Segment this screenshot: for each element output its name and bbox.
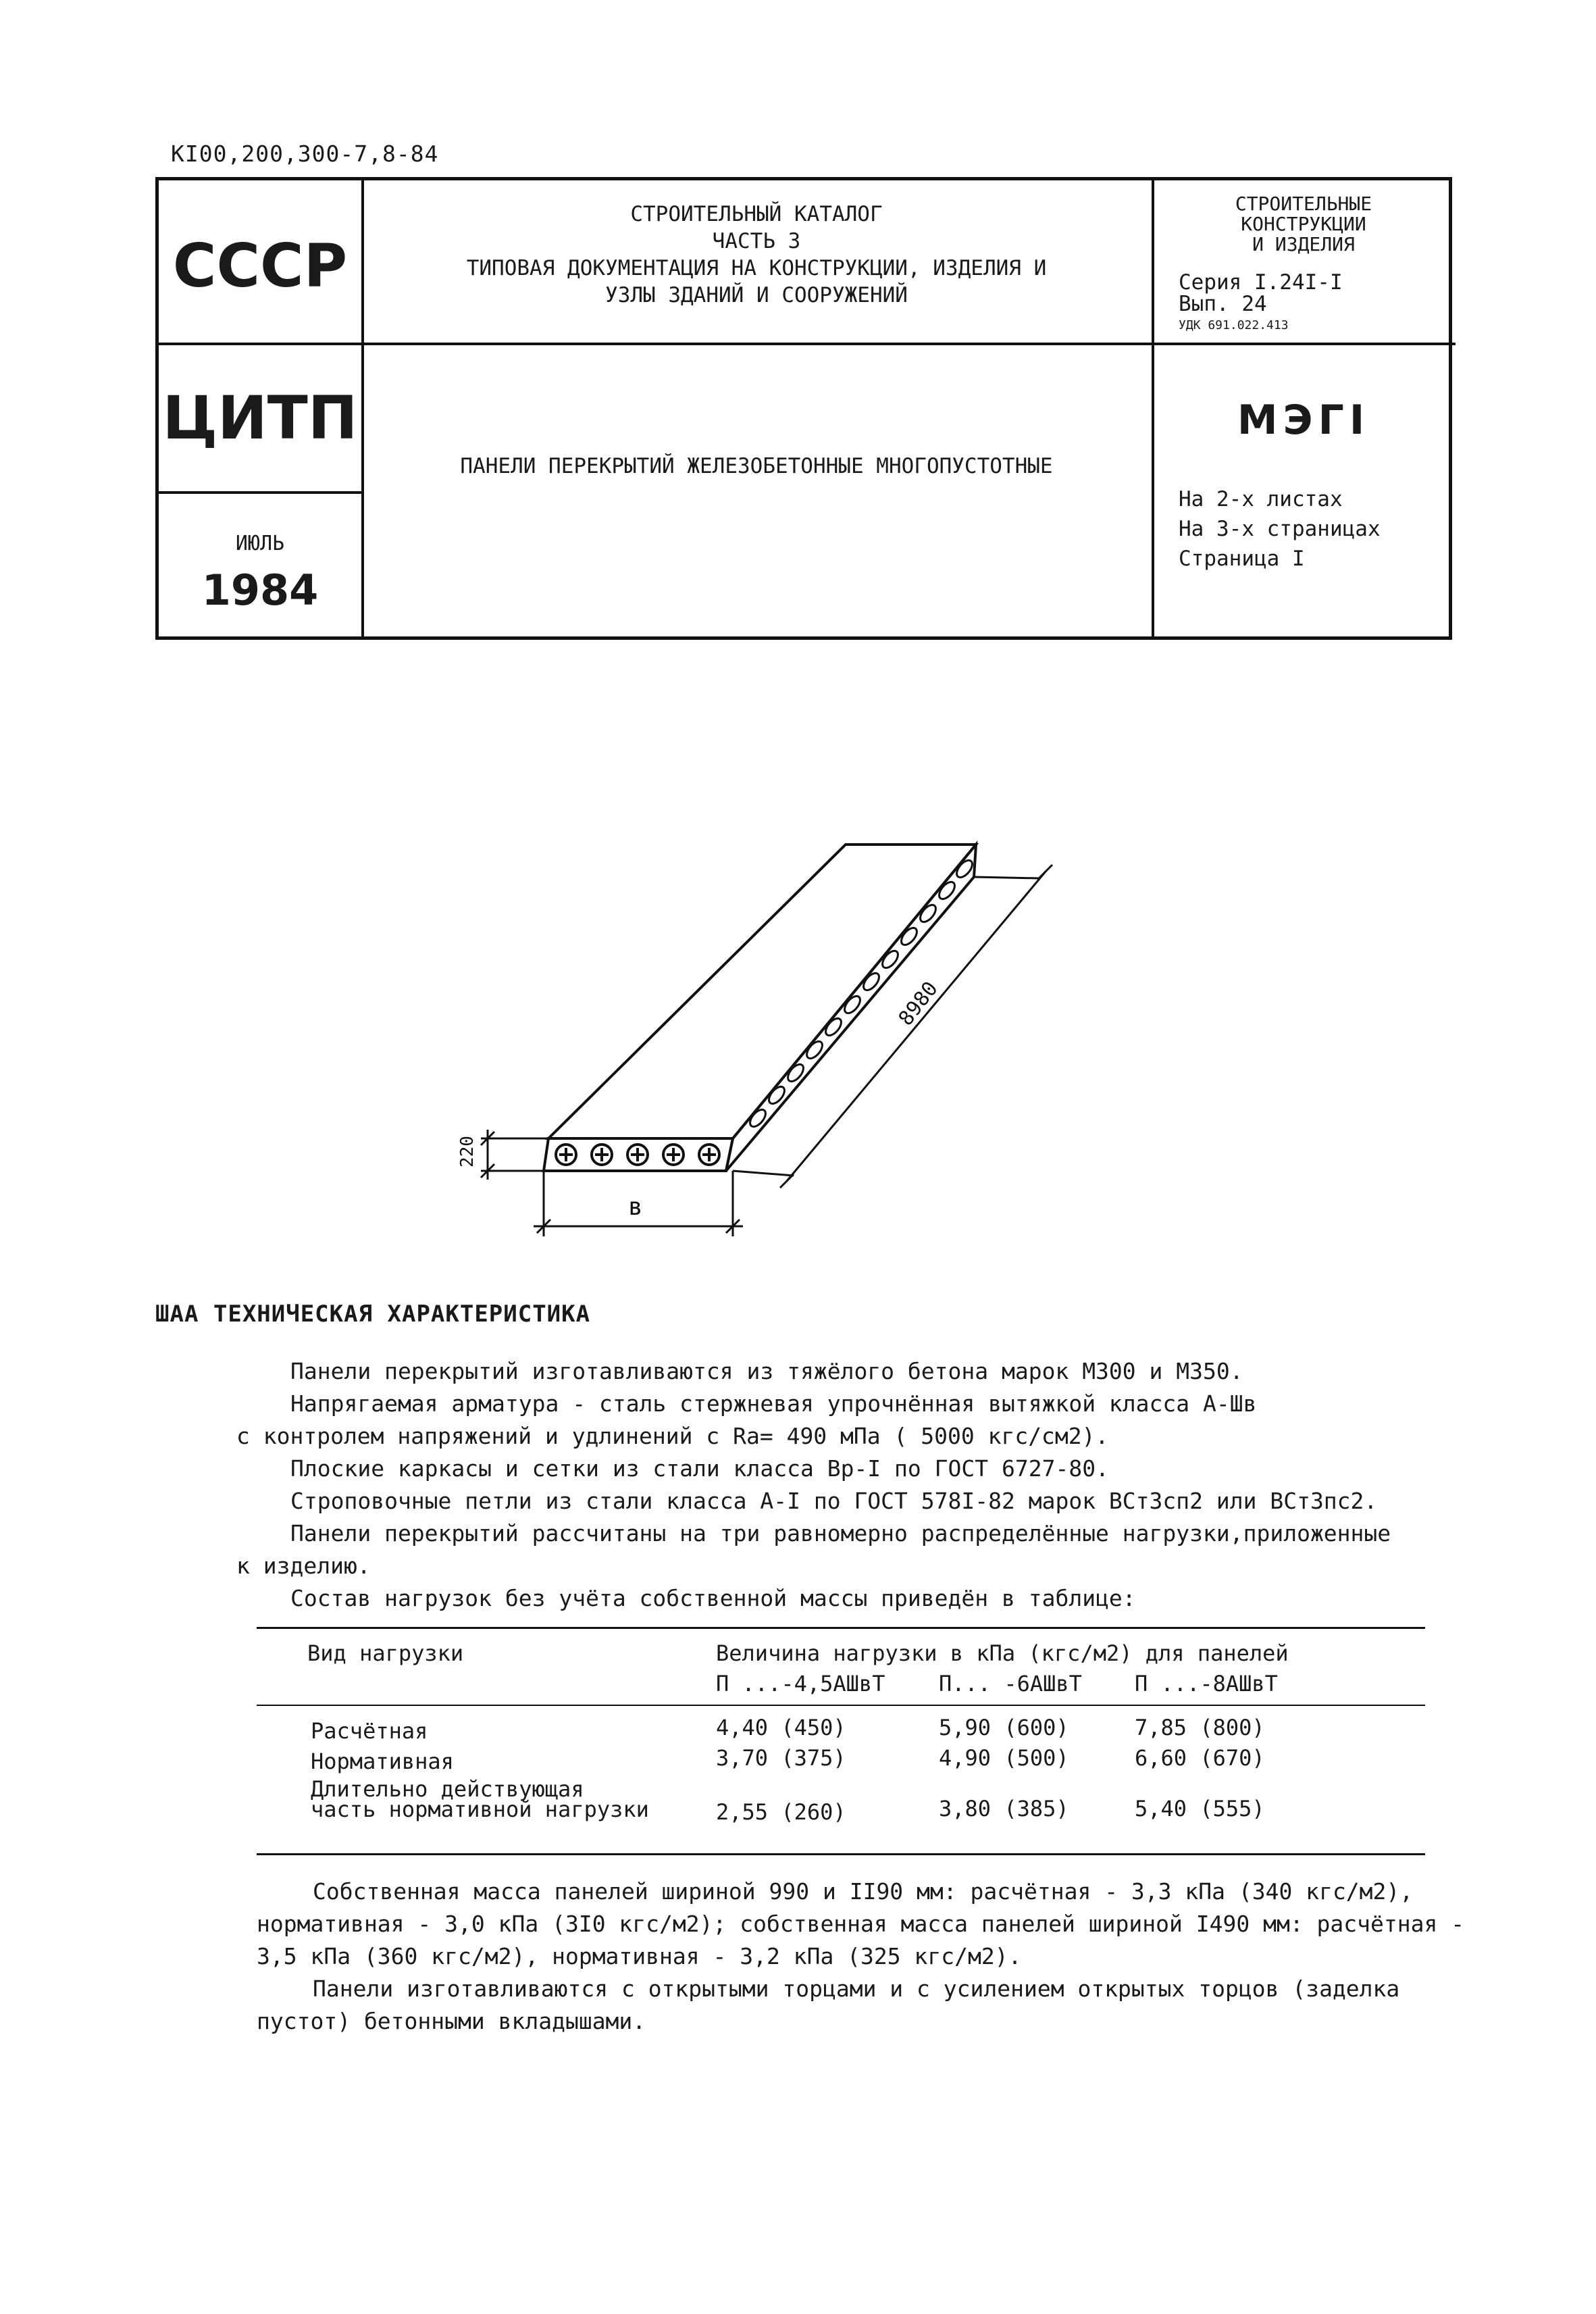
- length-dimension: 8980: [894, 977, 943, 1030]
- note: Панели изготавливаются с открытыми торцами и с усилением открытых торцов (заделка: [313, 1976, 1400, 2002]
- height-dimension: 220: [457, 1136, 478, 1167]
- note: пустот) бетонными вкладышами.: [257, 2008, 646, 2034]
- dimension-lines: [481, 865, 1052, 1236]
- width-dimension: в: [628, 1193, 643, 1221]
- table-subheader: П ...-4,5АШвТ: [716, 1671, 885, 1696]
- org-name: ЦИТП: [162, 383, 358, 453]
- table-group-header: Величина нагрузки в кПа (кгс/м2) для панелей: [716, 1640, 1289, 1666]
- note: 3,5 кПа (360 кгс/м2), нормативная - 3,2 кПа (325 кгс/м2).: [257, 1943, 1022, 1969]
- panel-top-face: [548, 845, 976, 1138]
- section-title: ШАА ТЕХНИЧЕСКАЯ ХАРАКТЕРИСТИКА: [155, 1301, 591, 1328]
- sheet-info: На 2-х листах На 3-х страницах Страница I: [1179, 487, 1381, 571]
- paragraph: к изделию.: [236, 1553, 371, 1579]
- paragraph: Напрягаемая арматура - сталь стержневая упрочнённая вытяжкой класса А-Шв: [290, 1390, 1257, 1417]
- table-subheader: П... -6АШвТ: [939, 1671, 1082, 1696]
- note: нормативная - 3,0 кПа (3I0 кгс/м2); собственная масса панелей шириной I490 мм: расчётная -: [257, 1911, 1465, 1937]
- table-subheader: П ...-8АШвТ: [1135, 1671, 1278, 1696]
- paragraph: Панели перекрытий изготавливаются из тяжёлого бетона марок М300 и М350.: [290, 1358, 1243, 1384]
- product-mark: МЭГI: [1237, 397, 1370, 444]
- series-info: Серия I.24I-I Вып. 24 УДК 691.022.413: [1179, 270, 1343, 332]
- table-column-header: Вид нагрузки: [307, 1640, 464, 1666]
- section-heading: СТРОИТЕЛЬНЫЕ КОНСТРУКЦИИ И ИЗДЕЛИЯ: [1235, 193, 1372, 255]
- paragraph: Строповочные петли из стали класса А-I по ГОСТ 578I-82 марок ВСт3сп2 или ВСт3пс2.: [290, 1488, 1378, 1514]
- paragraph: Состав нагрузок без учёта собственной массы приведён в таблице:: [290, 1585, 1136, 1611]
- product-title: ПАНЕЛИ ПЕРЕКРЫТИЙ ЖЕЛЕЗОБЕТОННЫЕ МНОГОПУСТОТНЫЕ: [460, 454, 1053, 478]
- document-code: КI00,200,300-7,8-84: [171, 141, 439, 167]
- paragraph: Плоские каркасы и сетки из стали класса Вр-I по ГОСТ 6727-80.: [290, 1455, 1109, 1482]
- paragraph: с контролем напряжений и удлинений с Rа= 490 мПа ( 5000 кгс/см2).: [236, 1423, 1109, 1449]
- org-country: СССР: [172, 231, 348, 301]
- date-month: ИЮЛЬ: [235, 532, 285, 555]
- date-year: 1984: [201, 565, 319, 615]
- paragraph: Панели перекрытий рассчитаны на три равномерно распределённые нагрузки,приложенные: [290, 1520, 1391, 1546]
- note: Собственная масса панелей шириной 990 и II90 мм: расчётная - 3,3 кПа (340 кгс/м2),: [313, 1878, 1414, 1905]
- catalog-heading: СТРОИТЕЛЬНЫЙ КАТАЛОГ ЧАСТЬ 3 ТИПОВАЯ ДОКУМЕНТАЦИЯ НА КОНСТРУКЦИИ, ИЗДЕЛИЯ И УЗЛЫ ЗДАНИЙ И СООРУЖЕНИЙ: [466, 202, 1047, 307]
- front-voids: [556, 1145, 719, 1165]
